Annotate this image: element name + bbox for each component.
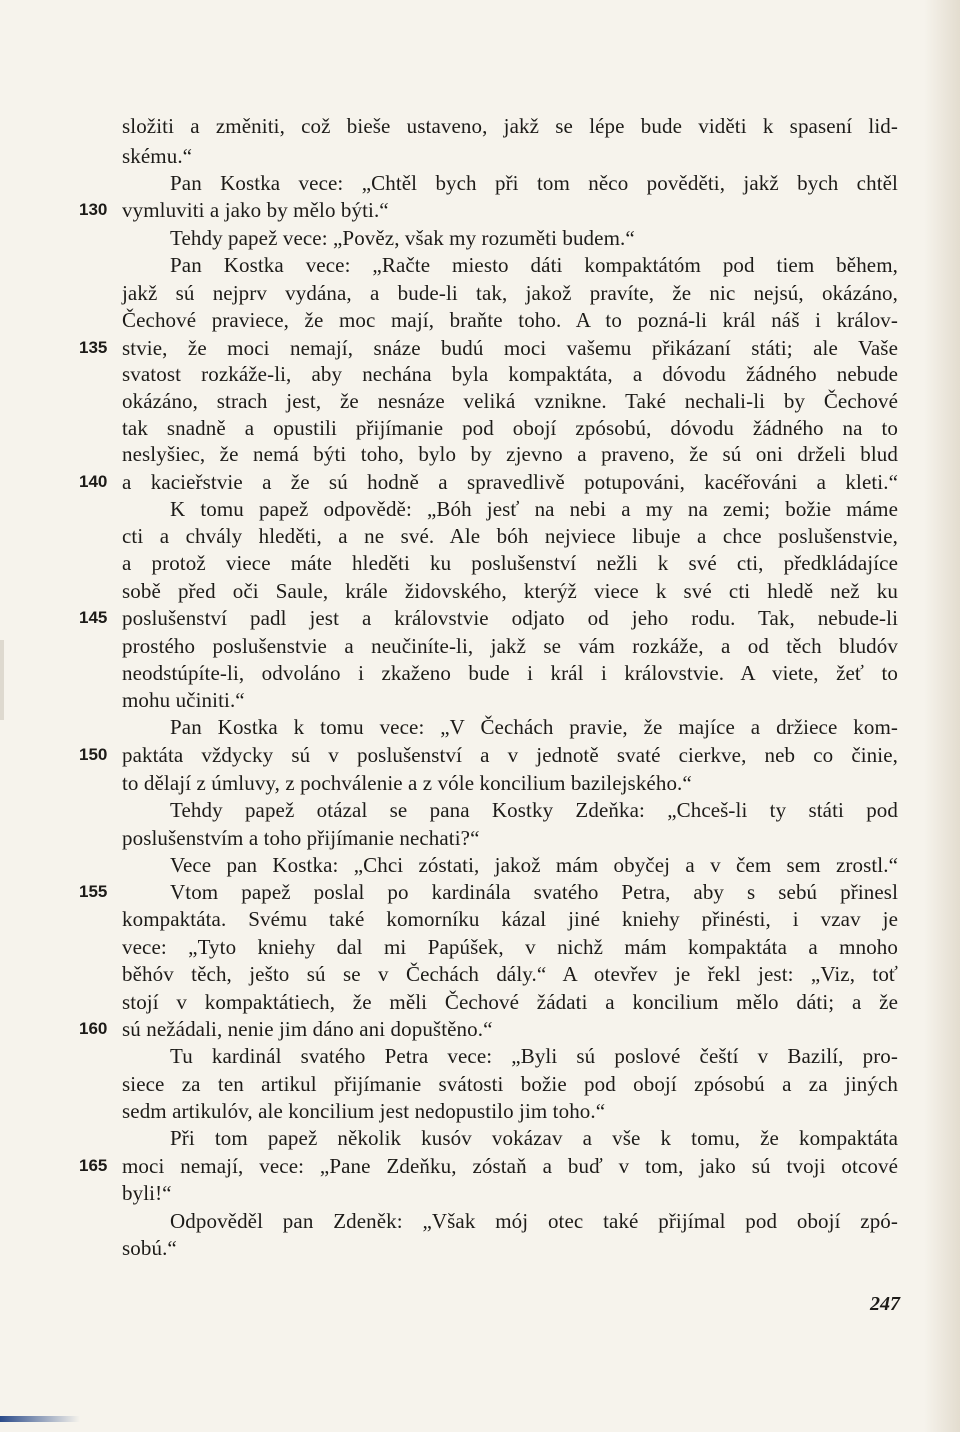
line-number: 130 [79, 200, 108, 219]
line-number: 135 [79, 338, 108, 357]
line-number: 155 [79, 882, 108, 901]
text-line: siece za ten artikul přijímanie svátosti božie pod obojí zpósobú a za jiných [122, 1072, 898, 1096]
text-line: neodstúpíte-li, odvoláno i zkaženo bude i král i královstvie. A viete, žeť to [122, 661, 898, 685]
text-line: Při tom papež několik kusóv vokázav a vše k tomu, že kompaktáta [170, 1126, 898, 1150]
text-line: kompaktáta. Svému také komorníku kázal jiné kniehy přinésti, i vzav je [122, 907, 898, 931]
scan-edge-mark [0, 1416, 80, 1422]
text-line: Pan Kostka vece: „Chtěl bych při tom něco pověděti, jakž bych chtěl [170, 171, 898, 195]
text-line: to dělají z úmluvy, z pochválenie a z vóle koncilium bazilejského.“ [122, 771, 692, 795]
text-line: stvie, že moci nemají, snáze budú moci vašemu přikázaní státi; ale Vaše [122, 336, 898, 360]
line-number: 140 [79, 472, 108, 491]
text-line: Vtom papež poslal po kardinála svatého Petra, aby s sebú přinesl [170, 880, 898, 904]
text-line: K tomu papež odpovědě: „Bóh jesť na nebi a my na zemi; božie máme [170, 497, 898, 521]
text-line: mohu učiniti.“ [122, 688, 245, 712]
line-number: 160 [79, 1019, 108, 1038]
page-gutter-shadow [924, 0, 960, 1432]
text-line: složiti a změniti, což bieše ustaveno, jakž se lépe bude viděti k spasení lid- [122, 114, 898, 138]
text-line: svatost rozkáže-li, aby nechána byla kompaktáta, a dóvodu žádného nebude [122, 362, 898, 386]
text-line: vymluviti a jako by mělo býti.“ [122, 198, 389, 222]
text-line: paktáta vždycky sú v poslušenství a v jednotě svaté cierkve, neb co činie, [122, 743, 898, 767]
text-line: Vece pan Kostka: „Chci zóstati, jakož mám obyčej a v čem sem zrostl.“ [170, 853, 898, 877]
text-line: skému.“ [122, 144, 193, 168]
page-number: 247 [870, 1293, 900, 1315]
text-line: jakž sú nejprv vydána, a bude-li tak, jakož pravíte, že nic nejsú, okázáno, [122, 281, 898, 305]
text-line: Tehdy papež otázal se pana Kostky Zdeňka: „Chceš-li ty státi pod [170, 798, 898, 822]
text-line: vece: „Tyto kniehy dal mi Papúšek, v nichž mám kompaktáta a mnoho [122, 935, 898, 959]
line-number: 145 [79, 608, 108, 627]
line-number: 150 [79, 745, 108, 764]
text-line: moci nemají, vece: „Pane Zdeňku, zóstaň a buď v tom, jako sú tvoji otcové [122, 1154, 898, 1178]
line-number: 165 [79, 1156, 108, 1175]
text-line: byli!“ [122, 1181, 172, 1205]
text-line: Pan Kostka vece: „Račte miesto dáti kompaktátóm pod tiem během, [170, 253, 898, 277]
text-line: a kacieřstvie a že sú hodně a spravedlivě potupováni, kacéřováni a kleti.“ [122, 470, 898, 494]
page-edge-mark [0, 640, 4, 720]
text-line: tak snadně a opustili přijímanie pod obojí zpósobú, dóvodu žádného na to [122, 416, 898, 440]
text-line: Tu kardinál svatého Petra vece: „Byli sú poslové čeští v Bazilí, pro- [170, 1044, 898, 1068]
text-line: Čechové praviece, že moc mají, braňte toho. A to pozná-li král náš i králov- [122, 308, 898, 332]
text-line: Tehdy papež vece: „Pověz, však my rozuměti budem.“ [170, 226, 635, 250]
text-line: sobú.“ [122, 1236, 177, 1260]
text-line: poslušenstvím a toho přijímanie nechati?“ [122, 826, 480, 850]
text-line: Odpověděl pan Zdeněk: „Však mój otec také přijímal pod obojí zpó- [170, 1209, 898, 1233]
text-line: prostého poslušenstvie a neučiníte-li, jakž se vám rozkáže, a od těch bludóv [122, 634, 898, 658]
text-line: sedm artikulóv, ale koncilium jest nedopustilo jim toho.“ [122, 1099, 606, 1123]
text-line: neslyšiec, že nemá býti toho, bylo by zjevno a praveno, že sú oni drželi blud [122, 442, 898, 466]
text-line: sobě před oči Saule, krále židovského, kterýž viece k své cti hledě než ku [122, 579, 898, 603]
text-line: Pan Kostka k tomu vece: „V Čechách pravie, že majíce a držiece kom- [170, 715, 898, 739]
text-line: poslušenství padl jest a královstvie odjato od jeho rodu. Tak, nebude-li [122, 606, 898, 630]
text-line: stojí v kompaktátiech, že měli Čechové žádati a koncilium mělo dáti; a že [122, 990, 898, 1014]
text-line: sú nežádali, nenie jim dáno ani dopuštěno.“ [122, 1017, 493, 1041]
text-line: okázáno, strach jest, že nesnáze veliká vznikne. Také nechali-li by Čechové [122, 389, 898, 413]
text-line: a protož viece máte hleděti ku poslušenství nežli k své cti, předkládajíce [122, 551, 898, 575]
text-line: cti a chvály hleděti, a ne své. Ale bóh nejviece libuje a chce poslušenstvie, [122, 524, 898, 548]
text-line: běhóv těch, ješto sú se v Čechách dály.“ A otevřev je řekl jest: „Viz, toť [122, 962, 898, 986]
